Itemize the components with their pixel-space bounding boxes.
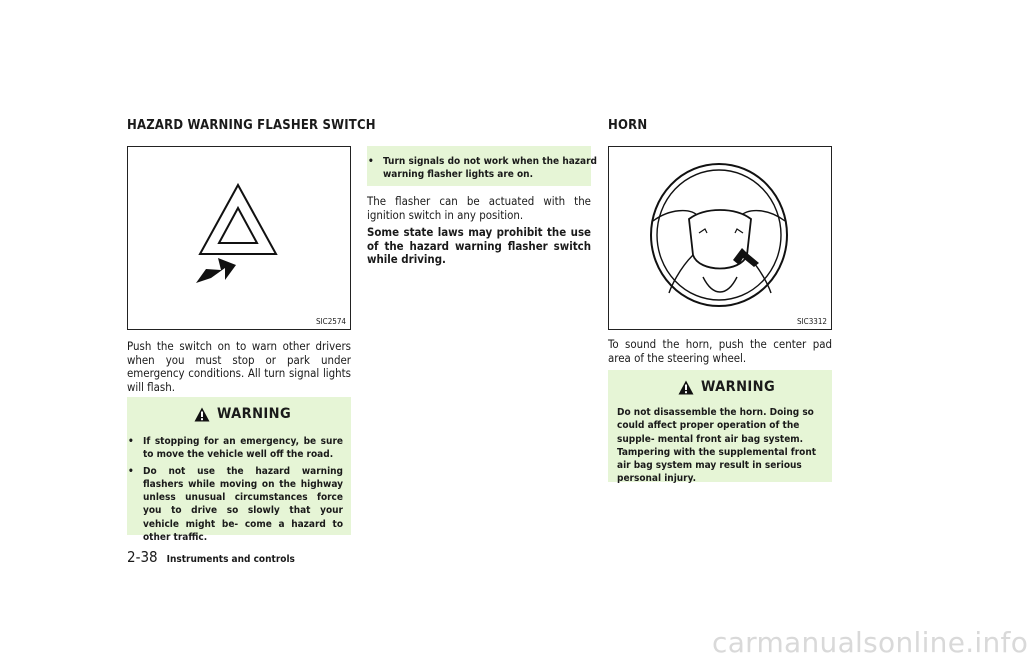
turn-signal-note: • Turn signals do not work when the hazard warning flasher lights are on. bbox=[368, 156, 597, 181]
hazard-triangle-icon bbox=[128, 147, 350, 329]
warning-icon bbox=[194, 407, 210, 422]
horn-warning-box bbox=[608, 370, 832, 485]
state-law-para: Some state laws may prohibit the use of the hazard warning flasher switch while driving. bbox=[367, 225, 591, 267]
warning-item: • If stopping for an emergency, be sure to move the vehicle well off the road. bbox=[128, 436, 343, 461]
hazard-figure bbox=[127, 146, 351, 330]
figure-code: SIC3312 bbox=[796, 317, 827, 326]
warning-title: WARNING bbox=[701, 379, 776, 395]
warning-title: WARNING bbox=[217, 406, 292, 422]
watermark: carmanualsonline.info bbox=[712, 626, 1028, 659]
bullet-icon: • bbox=[368, 156, 374, 167]
flasher-para: The flasher can be actuated with the ignition switch in any position. bbox=[367, 194, 591, 222]
bullet-icon: • bbox=[128, 436, 134, 447]
steering-wheel-icon bbox=[609, 147, 831, 329]
section-title: Instruments and controls bbox=[166, 554, 295, 565]
hazard-heading: HAZARD WARNING FLASHER SWITCH bbox=[127, 118, 376, 133]
warning-item: • Do not use the hazard warning flashers while moving on the highway unless unusual circumstances force you to drive so slowly that your vehicle might be- come a hazard to other traffic. bbox=[128, 465, 343, 544]
figure-code: SIC2574 bbox=[315, 317, 346, 326]
horn-para: To sound the horn, push the center pad area of the steering wheel. bbox=[608, 337, 832, 365]
page-number: 2-38 bbox=[127, 548, 158, 566]
hazard-intro: Push the switch on to warn other drivers when you must stop or park under emergency conditions. All turn signal lights will flash. bbox=[127, 339, 351, 394]
turn-signal-note-box bbox=[367, 146, 597, 186]
horn-warning-text: Do not disassemble the horn. Doing so could affect proper operation of the supple- mental front air bag system. Tampering with the supplemental front air bag system may result in serious personal injury. bbox=[617, 407, 817, 485]
horn-heading: HORN bbox=[608, 118, 648, 133]
hazard-warning-box bbox=[127, 397, 351, 544]
horn-figure bbox=[608, 146, 832, 330]
page-footer bbox=[127, 548, 295, 566]
warning-icon bbox=[678, 380, 694, 395]
bullet-icon: • bbox=[128, 465, 134, 477]
